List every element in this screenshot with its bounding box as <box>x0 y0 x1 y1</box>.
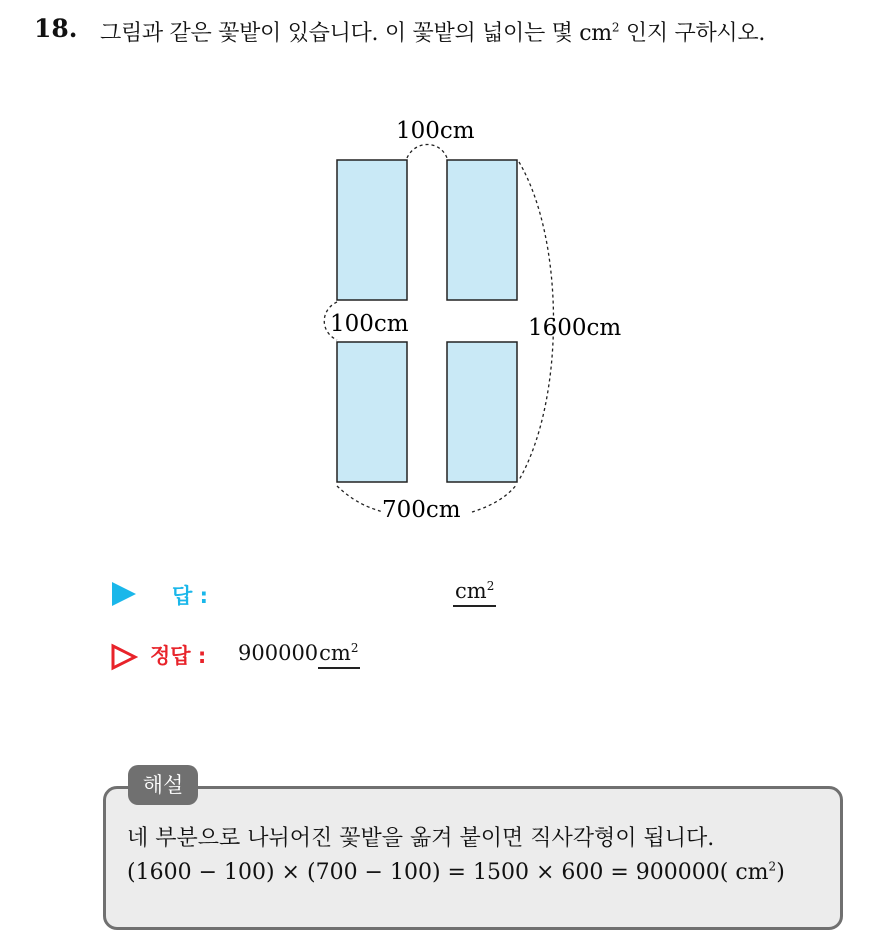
explanation-tag: 해설 <box>128 765 198 805</box>
plot-bottom-right <box>447 342 517 482</box>
correct-label: 정답 : <box>150 644 207 668</box>
height-label: 1600cm <box>528 315 622 341</box>
question-unit: cm <box>579 21 612 46</box>
correct-answer-unit-group <box>318 641 359 669</box>
question-text <box>100 16 765 47</box>
flowerbed-figure <box>320 110 660 530</box>
plot-bottom-left <box>337 342 407 482</box>
middle-gap-label: 100cm <box>330 311 409 337</box>
top-gap-brace <box>407 145 447 159</box>
question-text-after: 인지 구하시오. <box>619 21 766 46</box>
question-number: 18. <box>34 14 78 43</box>
explanation-formula: (1600 − 100) × (700 − 100) = 1500 × 600 = 900000( cm <box>127 860 769 885</box>
width-label: 700cm <box>382 497 461 523</box>
correct-triangle-icon <box>110 643 138 671</box>
answer-blank[interactable] <box>453 579 496 607</box>
correct-answer-value: 900000 <box>238 641 319 665</box>
explanation-line-1: 네 부분으로 나뉘어진 꽃밭을 옮겨 붙이면 직사각형이 됩니다. <box>127 826 715 851</box>
explanation-line-2 <box>127 860 785 885</box>
explanation-formula-close: ) <box>776 860 785 885</box>
question-text-before: 그림과 같은 꽃밭이 있습니다. 이 꽃밭의 넓이는 몇 <box>100 21 580 46</box>
answer-unit: cm <box>455 579 487 603</box>
top-gap-label: 100cm <box>396 118 475 144</box>
correct-answer-unit-exponent: 2 <box>350 641 359 655</box>
answer-unit-exponent: 2 <box>486 579 495 593</box>
question-unit-exponent: 2 <box>611 20 620 35</box>
plot-top-left <box>337 160 407 300</box>
answer-label: 답 : <box>172 584 208 608</box>
explanation-box <box>103 786 843 930</box>
explanation-formula-exponent: 2 <box>768 859 777 874</box>
answer-triangle-icon <box>112 582 136 606</box>
correct-answer <box>238 641 360 665</box>
plot-top-right <box>447 160 517 300</box>
correct-answer-unit: cm <box>319 641 351 665</box>
